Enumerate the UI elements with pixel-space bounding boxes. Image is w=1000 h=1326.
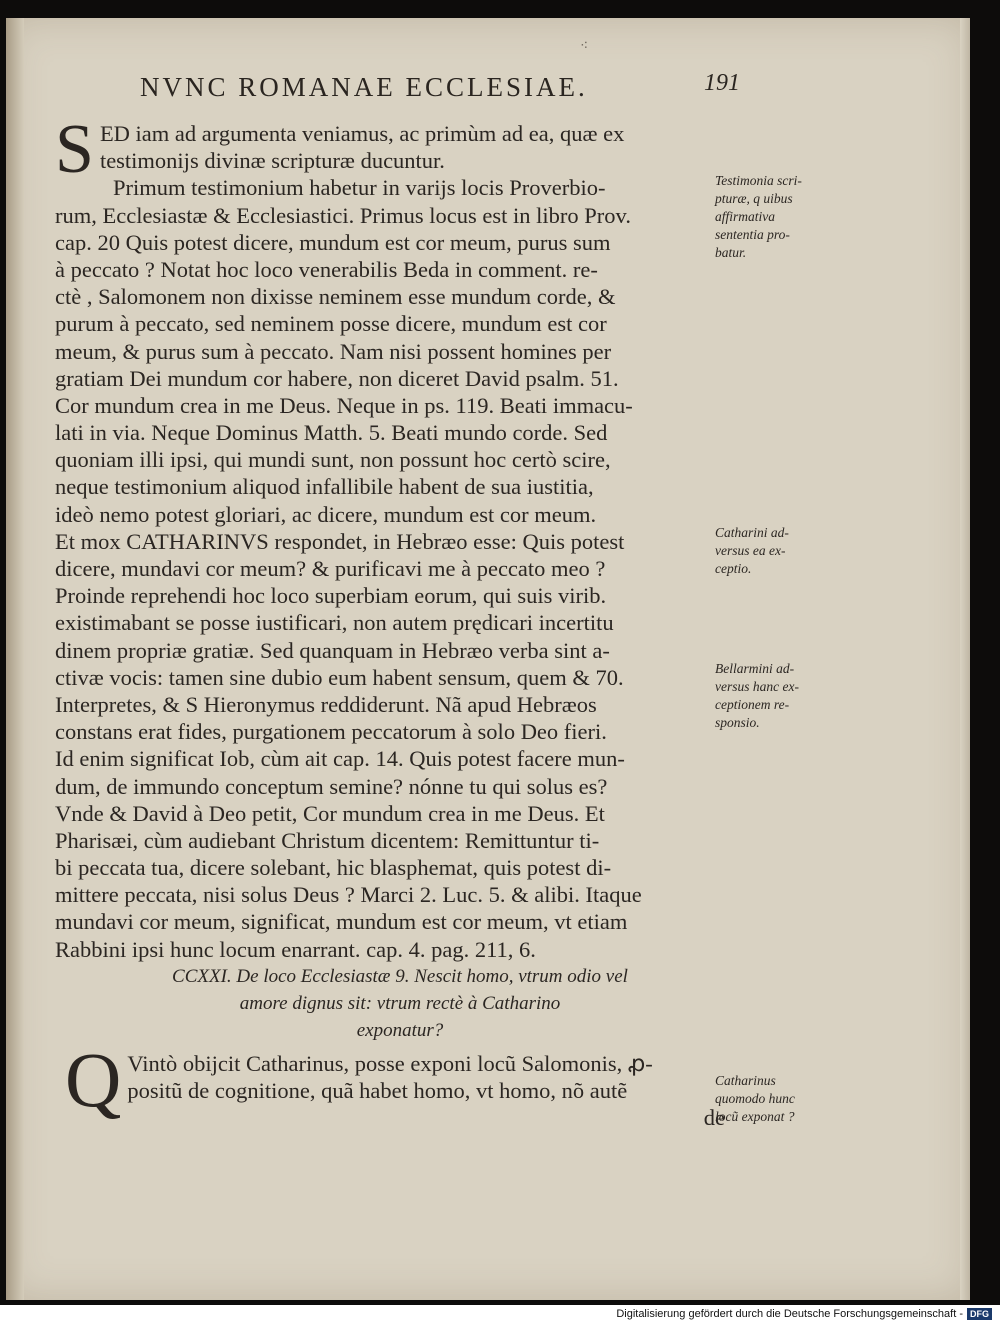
text-line: Primum testimonium habetur in varijs locis Proverbio-	[113, 175, 606, 201]
margin-note-bellarmini	[715, 660, 845, 732]
text-line: rum, Ecclesiastæ & Ecclesiastici. Primus locus est in libro Prov.	[55, 202, 631, 228]
text-line: mittere peccata, nisi solus Deus ? Marci 2. Luc. 5. & alibi. Itaque	[55, 882, 642, 908]
margin-note-line: ceptio.	[715, 561, 752, 576]
text-line: mundavi cor meum, significat, mundum est cor meum, vt etiam	[55, 909, 628, 935]
text-line: gratiam Dei mundum cor habere, non diceret David psalm. 51.	[55, 365, 619, 391]
margin-note-line: Bellarmini ad-	[715, 661, 795, 676]
text-line: Et mox CATHARINVS respondet, in Hebræo esse: Quis potest	[55, 528, 625, 554]
header-title: NVNC ROMANAE ECCLESIAE.	[140, 72, 588, 102]
section-heading-line: amore dignus sit: vtrum rectè à Catharino	[239, 992, 561, 1014]
footer-credit	[616, 1308, 992, 1320]
text-line: dum, de immundo conceptum semine? nónne tu qui solus es?	[55, 773, 608, 799]
text-line: ctivæ vocis: tamen sine dubio eum habent sensum, quem & 70.	[55, 664, 624, 690]
text-line: Pharisæi, cùm audiebant Christum dicentem: Remittuntur ti-	[55, 827, 600, 853]
margin-note-line: batur.	[715, 245, 747, 260]
main-text	[55, 111, 725, 1131]
text-line: cap. 20 Quis potest dicere, mundum est cor meum, purus sum	[55, 229, 611, 255]
text-line: purum à peccato, sed neminem posse dicere, mundum est cor	[55, 311, 607, 337]
catchword: de	[703, 1105, 725, 1131]
text-line: Vintò obijcit Catharinus, posse exponi locũ Salomonis, ꝓ-	[127, 1050, 653, 1076]
margin-note-line: sententia pro-	[715, 227, 790, 242]
margin-note-line: versus ea ex-	[715, 543, 786, 558]
text-line: à peccato ? Notat hoc loco venerabilis Beda in comment. re-	[55, 256, 598, 282]
text-line: neque testimonium aliquod infallibile habent de sua iustitia,	[55, 474, 594, 500]
text-line: ctè , Salomonem non dixisse neminem esse mundum corde, &	[55, 284, 616, 310]
footer-text: Digitalisierung gefördert durch die Deutsche Forschungsgemeinschaft -	[616, 1308, 963, 1320]
text-line: dicere, mundavi cor meum? & purificavi me à peccato meo ?	[55, 556, 606, 581]
dropcap-s: S	[55, 111, 94, 188]
section-heading	[55, 963, 725, 1044]
text-line: bi peccata tua, dicere solebant, hic blasphemat, quis potest di-	[55, 855, 612, 881]
margin-note-line: Catharinus	[715, 1073, 776, 1088]
text-line: ideò nemo potest gloriari, ac dicere, mundum est cor meum.	[55, 501, 597, 527]
section-heading-line: CCXXI. De loco Ecclesiastæ 9. Nescit homo, vtrum odio vel	[172, 965, 628, 987]
signature-mark: ⁖	[580, 39, 591, 54]
text-line: Rabbini ipsi hunc locum enarrant. cap. 4. pag. 211, 6.	[55, 936, 536, 962]
text-line: existimabant se posse iustificari, non autem prędicari incertitu	[55, 610, 614, 636]
text-line: Vnde & David à Deo petit, Cor mundum crea in me Deus. Et	[55, 800, 605, 826]
text-line: testimonijs divinæ scripturæ ducuntur.	[99, 148, 445, 174]
margin-note-line: Catharini ad-	[715, 525, 789, 540]
running-header	[140, 72, 740, 103]
page-spine-shadow	[6, 18, 24, 1300]
margin-note-catharini	[715, 524, 845, 578]
page-edge-shadow	[960, 18, 970, 1300]
margin-note-line: versus hanc ex-	[715, 679, 799, 694]
margin-note-line: quomodo hunc	[715, 1091, 795, 1106]
text-line: ED iam ad argumenta veniamus, ac primùm ad ea, quæ ex	[99, 121, 625, 146]
text-line: Cor mundum crea in me Deus. Neque in ps. 119. Beati immacu-	[55, 392, 633, 418]
dfg-logo: DFG	[967, 1308, 992, 1320]
second-paragraph	[55, 1035, 725, 1132]
text-line: meum, & purus sum à peccato. Nam nisi possent homines per	[55, 338, 612, 364]
text-line: constans erat fides, purgationem peccatorum à solo Deo fieri.	[55, 719, 607, 745]
text-line: dinem propriæ gratiæ. Sed quanquam in Hebræo verba sint a-	[55, 637, 610, 663]
text-line: positũ de cognitione, quã habet homo, vt homo, nõ autẽ	[127, 1078, 628, 1103]
margin-note-line: affirmativa	[715, 209, 775, 224]
text-line: Interpretes, & S Hieronymus reddiderunt. Nã apud Hebræos	[55, 691, 597, 717]
margin-note-line: ceptionem re-	[715, 697, 790, 712]
text-line: Id enim significat Iob, cùm ait cap. 14. Quis potest facere mun-	[55, 746, 625, 772]
margin-note-catharinus	[715, 1072, 845, 1126]
dropcap-q: Q	[65, 1035, 122, 1123]
page-number: 191	[704, 70, 740, 96]
margin-note-line: locũ exponat ?	[715, 1109, 795, 1124]
text-line: quoniam illi ipsi, qui mundi sunt, non possunt hoc certò scire,	[55, 447, 611, 473]
margin-note-testimonia	[715, 172, 845, 262]
text-line: Proinde reprehendi hoc loco superbiam eorum, qui suis virib.	[55, 583, 607, 609]
margin-note-line: Testimonia scri-	[715, 173, 802, 188]
margin-note-line: sponsio.	[715, 715, 760, 730]
section-heading-line: exponatur?	[356, 1019, 444, 1041]
margin-note-line: pturæ, q uibus	[715, 191, 793, 206]
text-line: lati in via. Neque Dominus Matth. 5. Beati mundo corde. Sed	[55, 420, 608, 446]
